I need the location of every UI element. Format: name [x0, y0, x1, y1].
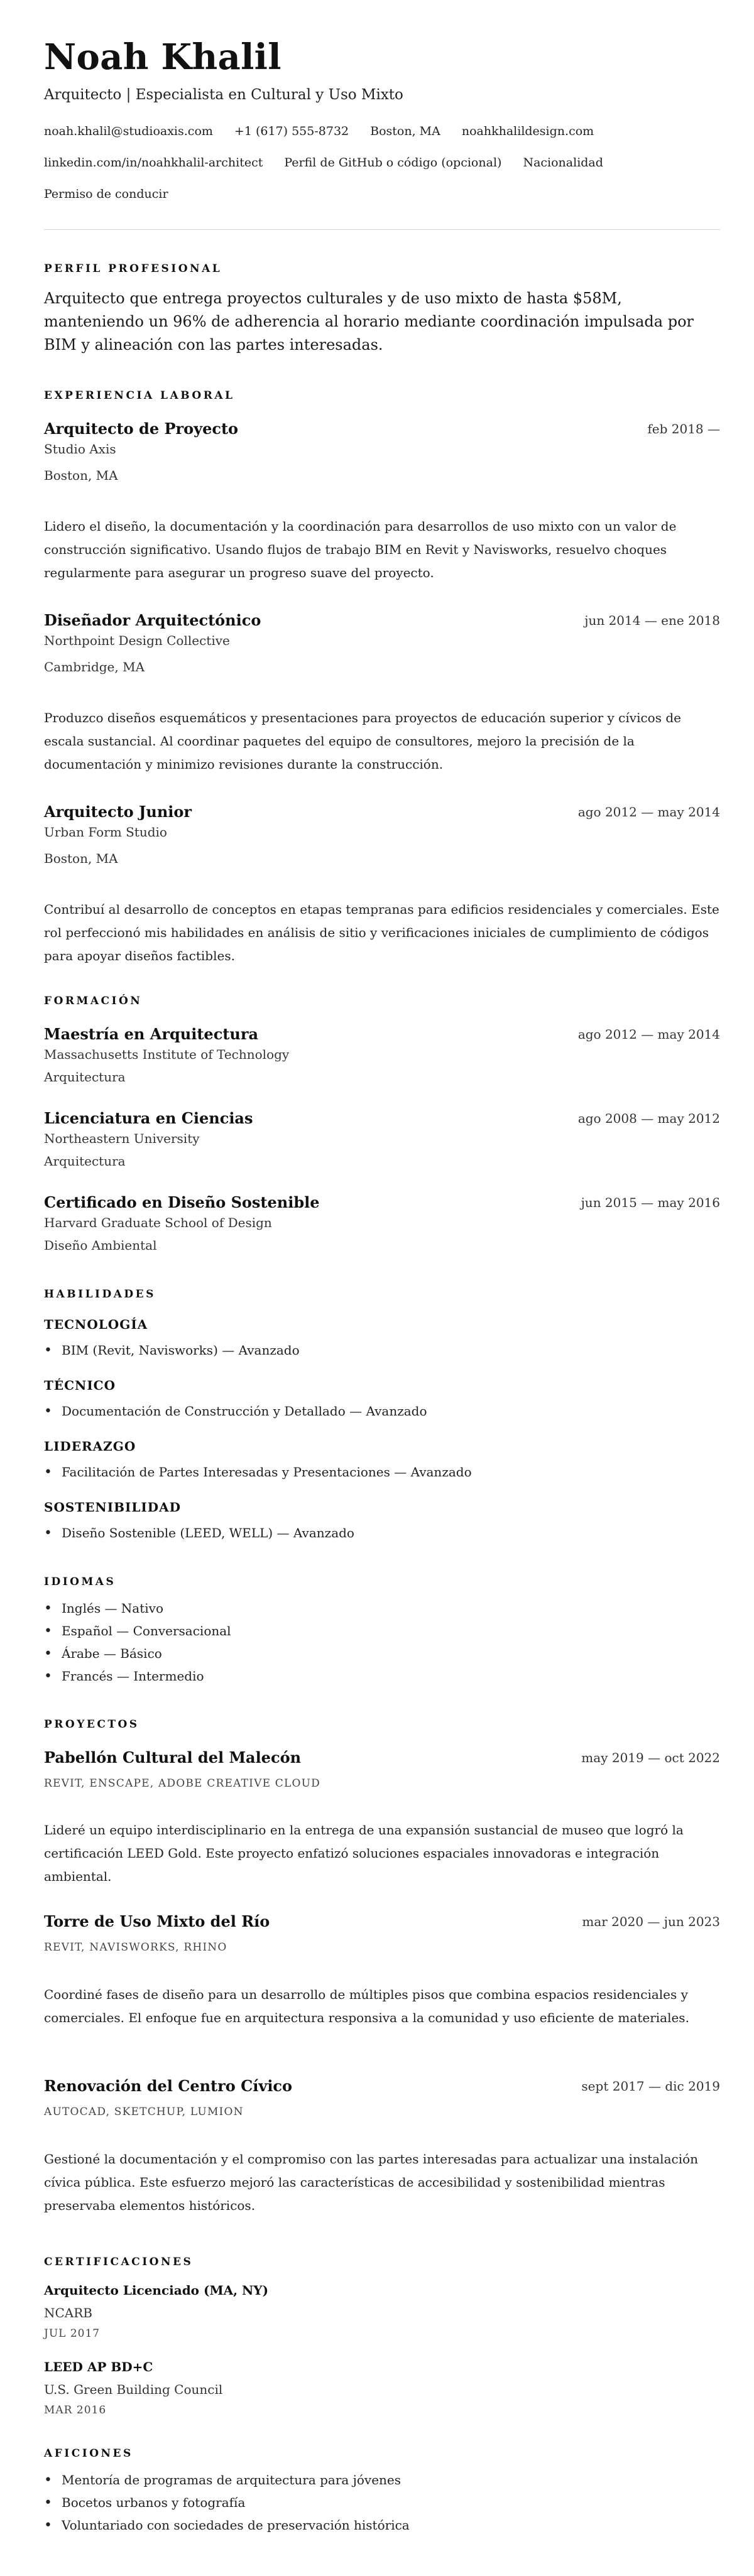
- github-link[interactable]: Perfil de GitHub o código (opcional): [284, 156, 502, 170]
- certification-issuer: NCARB: [44, 2305, 93, 2320]
- project-description: Coordiné fases de diseño para un desarrollo de múltiples pisos que combina espacios residenciales y comerciales. El enfoque fue en arquitectura responsiva a la comunidad y uso eficiente de materiales.: [44, 1987, 689, 2025]
- project-title: Renovación del Centro Cívico: [44, 2077, 293, 2095]
- linkedin-link[interactable]: linkedin.com/in/noahkhalil-architect: [44, 156, 263, 170]
- header-divider: [44, 229, 720, 230]
- experience-date: jun 2014 — ene 2018: [584, 613, 720, 628]
- experience-location: Cambridge, MA: [44, 659, 145, 674]
- skill-item: • BIM (Revit, Navisworks) — Avanzado: [44, 1343, 300, 1358]
- skill-item: • Facilitación de Partes Interesadas y Presentaciones — Avanzado: [44, 1464, 472, 1480]
- experience-heading: EXPERIENCIA LABORAL: [44, 389, 235, 402]
- education-school: Harvard Graduate School of Design: [44, 1215, 272, 1230]
- hobby-item: • Mentoría de programas de arquitectura para jóvenes: [44, 2472, 401, 2488]
- experience-date: feb 2018 —: [647, 421, 720, 436]
- project-tech: REVIT, NAVISWORKS, RHINO: [44, 1941, 227, 1954]
- experience-description: Lidero el diseño, la documentación y la coordinación para desarrollos de uso mixto con un valor de construcción significativo. Usando flujos de trabajo BIM en Revit y Navisworks, resuelvo choques regularmente para asegurar un progreso suave del proyecto.: [44, 519, 677, 580]
- project-date: sept 2017 — dic 2019: [581, 2079, 720, 2094]
- education-field: Arquitectura: [44, 1154, 126, 1169]
- education-degree: Maestría en Arquitectura: [44, 1025, 259, 1043]
- experience-title: Diseñador Arquitectónico: [44, 611, 261, 629]
- experience-title: Arquitecto de Proyecto: [44, 419, 239, 438]
- education-school: Massachusetts Institute of Technology: [44, 1047, 290, 1062]
- project-tech: AUTOCAD, SKETCHUP, LUMION: [44, 2106, 244, 2118]
- languages-heading: IDIOMAS: [44, 1576, 116, 1588]
- nationality-text: Nacionalidad: [523, 156, 603, 170]
- project-title: Pabellón Cultural del Malecón: [44, 1748, 302, 1767]
- skill-item: • Documentación de Construcción y Detallado — Avanzado: [44, 1404, 427, 1419]
- experience-date: ago 2012 — may 2014: [577, 804, 720, 820]
- experience-company: Urban Form Studio: [44, 825, 167, 840]
- skill-category: TÉCNICO: [44, 1378, 116, 1393]
- experience-company: Studio Axis: [44, 441, 116, 457]
- language-item: • Inglés — Nativo: [44, 1601, 163, 1616]
- contact-row-3: [44, 187, 190, 201]
- license-text: Permiso de conducir: [44, 187, 168, 201]
- profile-heading: PERFIL PROFESIONAL: [44, 262, 222, 275]
- education-date: ago 2012 — may 2014: [577, 1027, 720, 1042]
- project-description: Gestioné la documentación y el compromiso con las partes interesadas para actualizar una instalación cívica pública. Este esfuerzo mejoró las características de accesibilidad y sostenibilidad mientras preservaba elementos históricos.: [44, 2151, 699, 2213]
- project-tech: REVIT, ENSCAPE, ADOBE CREATIVE CLOUD: [44, 1777, 320, 1790]
- hobby-item: • Voluntariado con sociedades de preservación histórica: [44, 2518, 410, 2533]
- certification-date: JUL 2017: [44, 2327, 101, 2340]
- email-link[interactable]: noah.khalil@studioaxis.com: [44, 124, 213, 138]
- experience-description: Contribuí al desarrollo de conceptos en etapas tempranas para edificios residenciales y comerciales. Este rol perfeccionó mis habilidades en análisis de sitio y verificaciones iniciales de cumplimiento de códigos para apoyar diseños factibles.: [44, 902, 719, 963]
- certifications-heading: CERTIFICACIONES: [44, 2256, 194, 2268]
- education-date: jun 2015 — may 2016: [581, 1195, 720, 1210]
- skill-category: LIDERAZGO: [44, 1439, 136, 1454]
- candidate-name: Noah Khalil: [44, 36, 281, 78]
- location-text: Boston, MA: [370, 124, 440, 138]
- website-link[interactable]: noahkhalildesign.com: [461, 124, 594, 138]
- candidate-subtitle: Arquitecto | Especialista en Cultural y Uso Mixto: [44, 87, 403, 103]
- skill-category: SOSTENIBILIDAD: [44, 1500, 181, 1515]
- experience-description: Produzco diseños esquemáticos y presentaciones para proyectos de educación superior y cívicos de escala sustancial. Al coordinar paquetes del equipo de consultores, mejoro la precisión de la documentación y minimizo revisiones durante la construcción.: [44, 710, 681, 772]
- education-field: Diseño Ambiental: [44, 1238, 157, 1253]
- projects-heading: PROYECTOS: [44, 1718, 139, 1731]
- contact-row-2: [44, 156, 625, 170]
- skills-heading: HABILIDADES: [44, 1288, 156, 1301]
- hobby-item: • Bocetos urbanos y fotografía: [44, 2495, 245, 2511]
- contact-row-1: [44, 124, 615, 138]
- certification-name: LEED AP BD+C: [44, 2359, 153, 2374]
- education-field: Arquitectura: [44, 1069, 126, 1085]
- language-item: • Francés — Intermedio: [44, 1669, 204, 1684]
- education-school: Northeastern University: [44, 1131, 200, 1146]
- experience-company: Northpoint Design Collective: [44, 633, 230, 648]
- profile-summary: Arquitecto que entrega proyectos culturales y de uso mixto de hasta $58M, manteniendo un 96% de adherencia al horario mediante coordinación impulsada por BIM y alineación con las partes interesadas.: [44, 290, 694, 354]
- education-degree: Certificado en Diseño Sostenible: [44, 1193, 320, 1211]
- language-item: • Árabe — Básico: [44, 1646, 162, 1662]
- language-item: • Español — Conversacional: [44, 1623, 231, 1639]
- certification-date: MAR 2016: [44, 2404, 107, 2416]
- skill-category: TECNOLOGÍA: [44, 1317, 148, 1332]
- project-date: may 2019 — oct 2022: [581, 1750, 720, 1765]
- project-title: Torre de Uso Mixto del Río: [44, 1912, 270, 1930]
- skill-item: • Diseño Sostenible (LEED, WELL) — Avanzado: [44, 1525, 354, 1541]
- experience-title: Arquitecto Junior: [44, 803, 192, 821]
- project-description: Lideré un equipo interdisciplinario en la entrega de una expansión sustancial de museo que logró la certificación LEED Gold. Este proyecto enfatizó soluciones espaciales innovadoras e integración ambiental.: [44, 1822, 684, 1884]
- education-heading: FORMACIÓN: [44, 995, 143, 1007]
- experience-location: Boston, MA: [44, 468, 118, 483]
- project-date: mar 2020 — jun 2023: [582, 1914, 720, 1929]
- hobbies-heading: AFICIONES: [44, 2447, 133, 2460]
- certification-name: Arquitecto Licenciado (MA, NY): [44, 2283, 269, 2298]
- experience-location: Boston, MA: [44, 851, 118, 866]
- certification-issuer: U.S. Green Building Council: [44, 2382, 223, 2397]
- education-date: ago 2008 — may 2012: [577, 1111, 720, 1126]
- phone-text: +1 (617) 555-8732: [234, 124, 349, 138]
- education-degree: Licenciatura en Ciencias: [44, 1109, 253, 1127]
